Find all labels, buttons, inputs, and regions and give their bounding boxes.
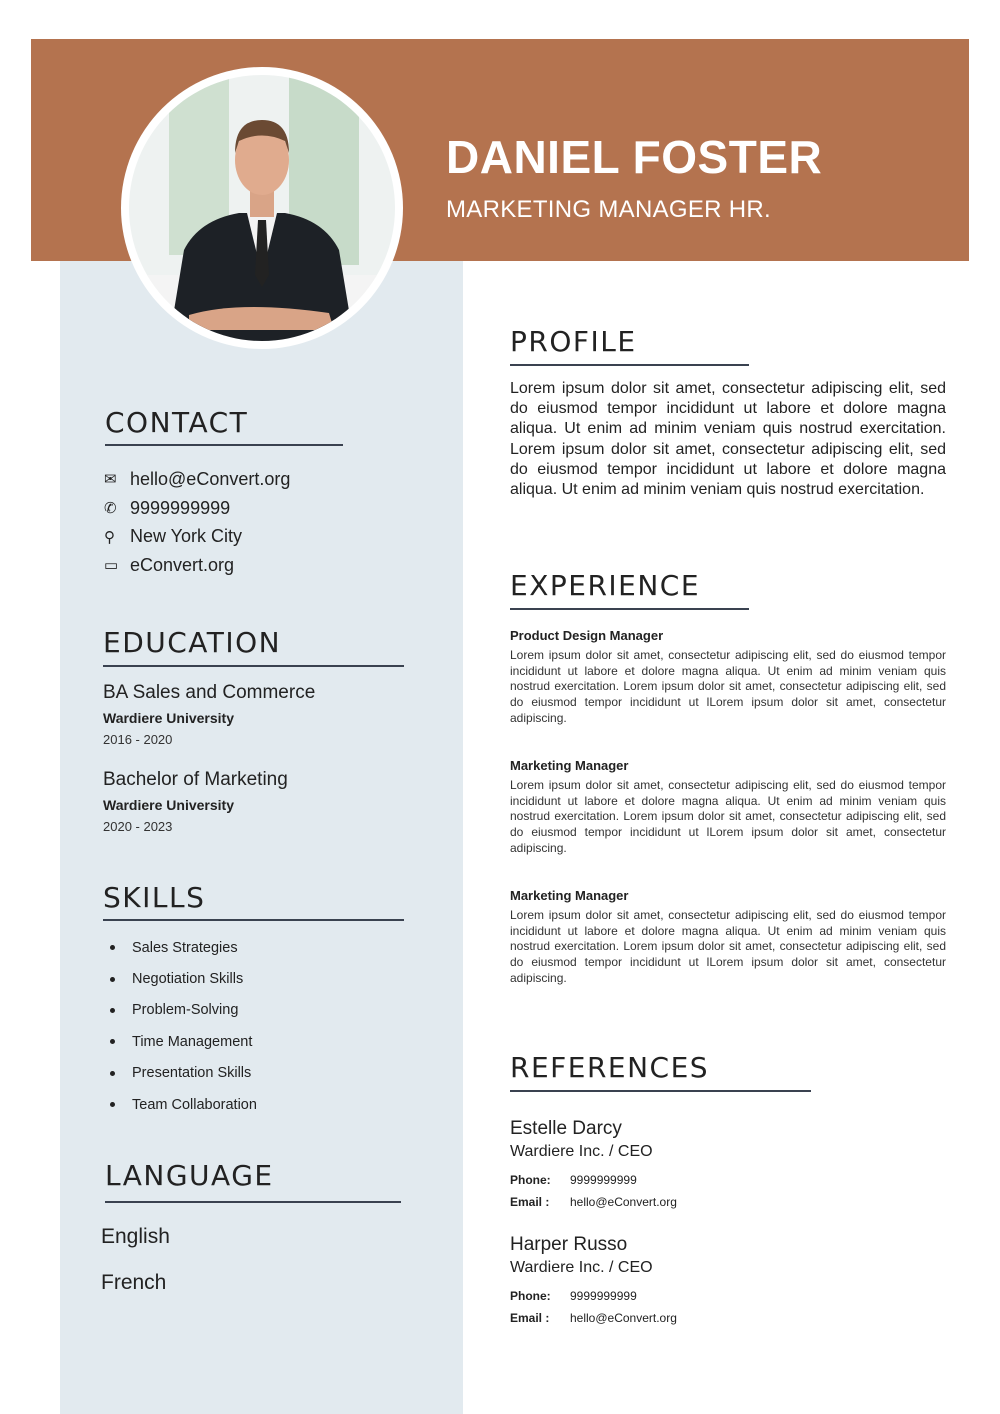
reference-phone: 9999999999 [570, 1173, 637, 1187]
references-heading: REFERENCES [510, 1051, 710, 1084]
reference-email[interactable]: hello@eConvert.org [570, 1195, 677, 1209]
school: Wardiere University [103, 797, 234, 813]
phone-label: Phone: [510, 1173, 551, 1187]
job-description: Lorem ipsum dolor sit amet, consectetur adipiscing elit, sed do eiusmod tempor incididunt ut labore et dolore magna aliqua. Ut enim ad minim veniam quis nostrud exercitation. Lorem ipsum dolor sit amet, consectetur adipiscing elit, sed do eiusmod tempor incididunt ut lLorem ipsum dolor sit amet, consectetur adipiscing. [510, 648, 946, 725]
skills-heading: SKILLS [103, 881, 206, 914]
language-list [101, 1225, 170, 1317]
contact-website[interactable] [104, 551, 290, 580]
contact-phone[interactable] [104, 494, 290, 523]
language-item: English [101, 1225, 170, 1248]
divider [510, 364, 749, 366]
skill-item: Negotiation Skills [103, 963, 257, 994]
education-item [103, 769, 288, 834]
candidate-role: MARKETING MANAGER HR. [446, 196, 771, 223]
reference-company: Wardiere Inc. / CEO [510, 1259, 653, 1276]
profile-text: Lorem ipsum dolor sit amet, consectetur adipiscing elit, sed do eiusmod tempor incididunt ut labore et dolore magna aliqua. Ut enim ad minim veniam quis nostrud exercitation. Lorem ipsum dolor sit amet, consectetur adipiscing elit, sed do eiusmod tempor incididunt ut labore et dolore magna aliqua. Ut enim ad minim veniam quis nostrud exercitation. [510, 380, 946, 499]
degree: Bachelor of Marketing [103, 769, 288, 790]
reference-item [510, 1234, 677, 1325]
education-heading: EDUCATION [103, 626, 282, 659]
experience-heading: EXPERIENCE [510, 569, 701, 602]
skill-item: Team Collaboration [103, 1089, 257, 1120]
reference-name: Harper Russo [510, 1234, 628, 1255]
school: Wardiere University [103, 710, 234, 726]
reference-item [510, 1118, 677, 1209]
degree: BA Sales and Commerce [103, 682, 316, 703]
profile-heading: PROFILE [510, 325, 637, 358]
divider [510, 1090, 811, 1092]
contact-text: eConvert.org [130, 554, 235, 575]
language-heading: LANGUAGE [105, 1159, 274, 1192]
profile-photo [121, 67, 403, 349]
skills-list [103, 932, 257, 1120]
job-description: Lorem ipsum dolor sit amet, consectetur adipiscing elit, sed do eiusmod tempor incididunt ut labore et dolore magna aliqua. Ut enim ad minim veniam quis nostrud exercitation. Lorem ipsum dolor sit amet, consectetur adipiscing elit, sed do eiusmod tempor incididunt ut lLorem ipsum dolor sit amet, consectetur adipiscing. [510, 778, 946, 855]
divider [105, 444, 343, 446]
envelope-icon: ✉ [104, 471, 117, 489]
years: 2020 - 2023 [103, 819, 173, 834]
divider [103, 665, 404, 667]
experience-item [510, 888, 946, 987]
location-pin-icon: ⚲ [104, 528, 115, 546]
phone-label: Phone: [510, 1289, 551, 1303]
skill-item: Sales Strategies [103, 932, 257, 963]
job-title: Marketing Manager [510, 758, 629, 773]
experience-item [510, 758, 946, 857]
candidate-name: DANIEL FOSTER [446, 131, 823, 183]
skill-item: Time Management [103, 1026, 257, 1057]
contact-heading: CONTACT [105, 406, 249, 439]
contact-list [104, 465, 290, 580]
experience-item [510, 628, 946, 727]
divider [510, 608, 749, 610]
language-item: French [101, 1271, 167, 1294]
job-description: Lorem ipsum dolor sit amet, consectetur adipiscing elit, sed do eiusmod tempor incididunt ut labore et dolore magna aliqua. Ut enim ad minim veniam quis nostrud exercitation. Lorem ipsum dolor sit amet, consectetur adipiscing elit, sed do eiusmod tempor incididunt ut lLorem ipsum dolor sit amet, consectetur adipiscing. [510, 908, 946, 985]
contact-text: 9999999999 [130, 497, 231, 518]
job-title: Product Design Manager [510, 628, 664, 643]
contact-location [104, 522, 290, 551]
reference-email[interactable]: hello@eConvert.org [570, 1311, 677, 1325]
contact-email[interactable] [104, 465, 290, 494]
phone-icon: ✆ [104, 500, 117, 518]
email-label: Email : [510, 1195, 550, 1209]
education-item [103, 682, 315, 747]
reference-name: Estelle Darcy [510, 1118, 622, 1139]
skill-item: Presentation Skills [103, 1058, 257, 1089]
job-title: Marketing Manager [510, 888, 629, 903]
email-label: Email : [510, 1311, 550, 1325]
years: 2016 - 2020 [103, 732, 173, 747]
divider [105, 1201, 401, 1203]
laptop-icon: ▭ [104, 557, 119, 575]
skill-item: Problem-Solving [103, 995, 257, 1026]
contact-text: hello@eConvert.org [130, 468, 291, 489]
reference-company: Wardiere Inc. / CEO [510, 1143, 653, 1160]
reference-phone: 9999999999 [570, 1289, 637, 1303]
contact-text: New York City [130, 526, 243, 547]
divider [103, 919, 404, 921]
